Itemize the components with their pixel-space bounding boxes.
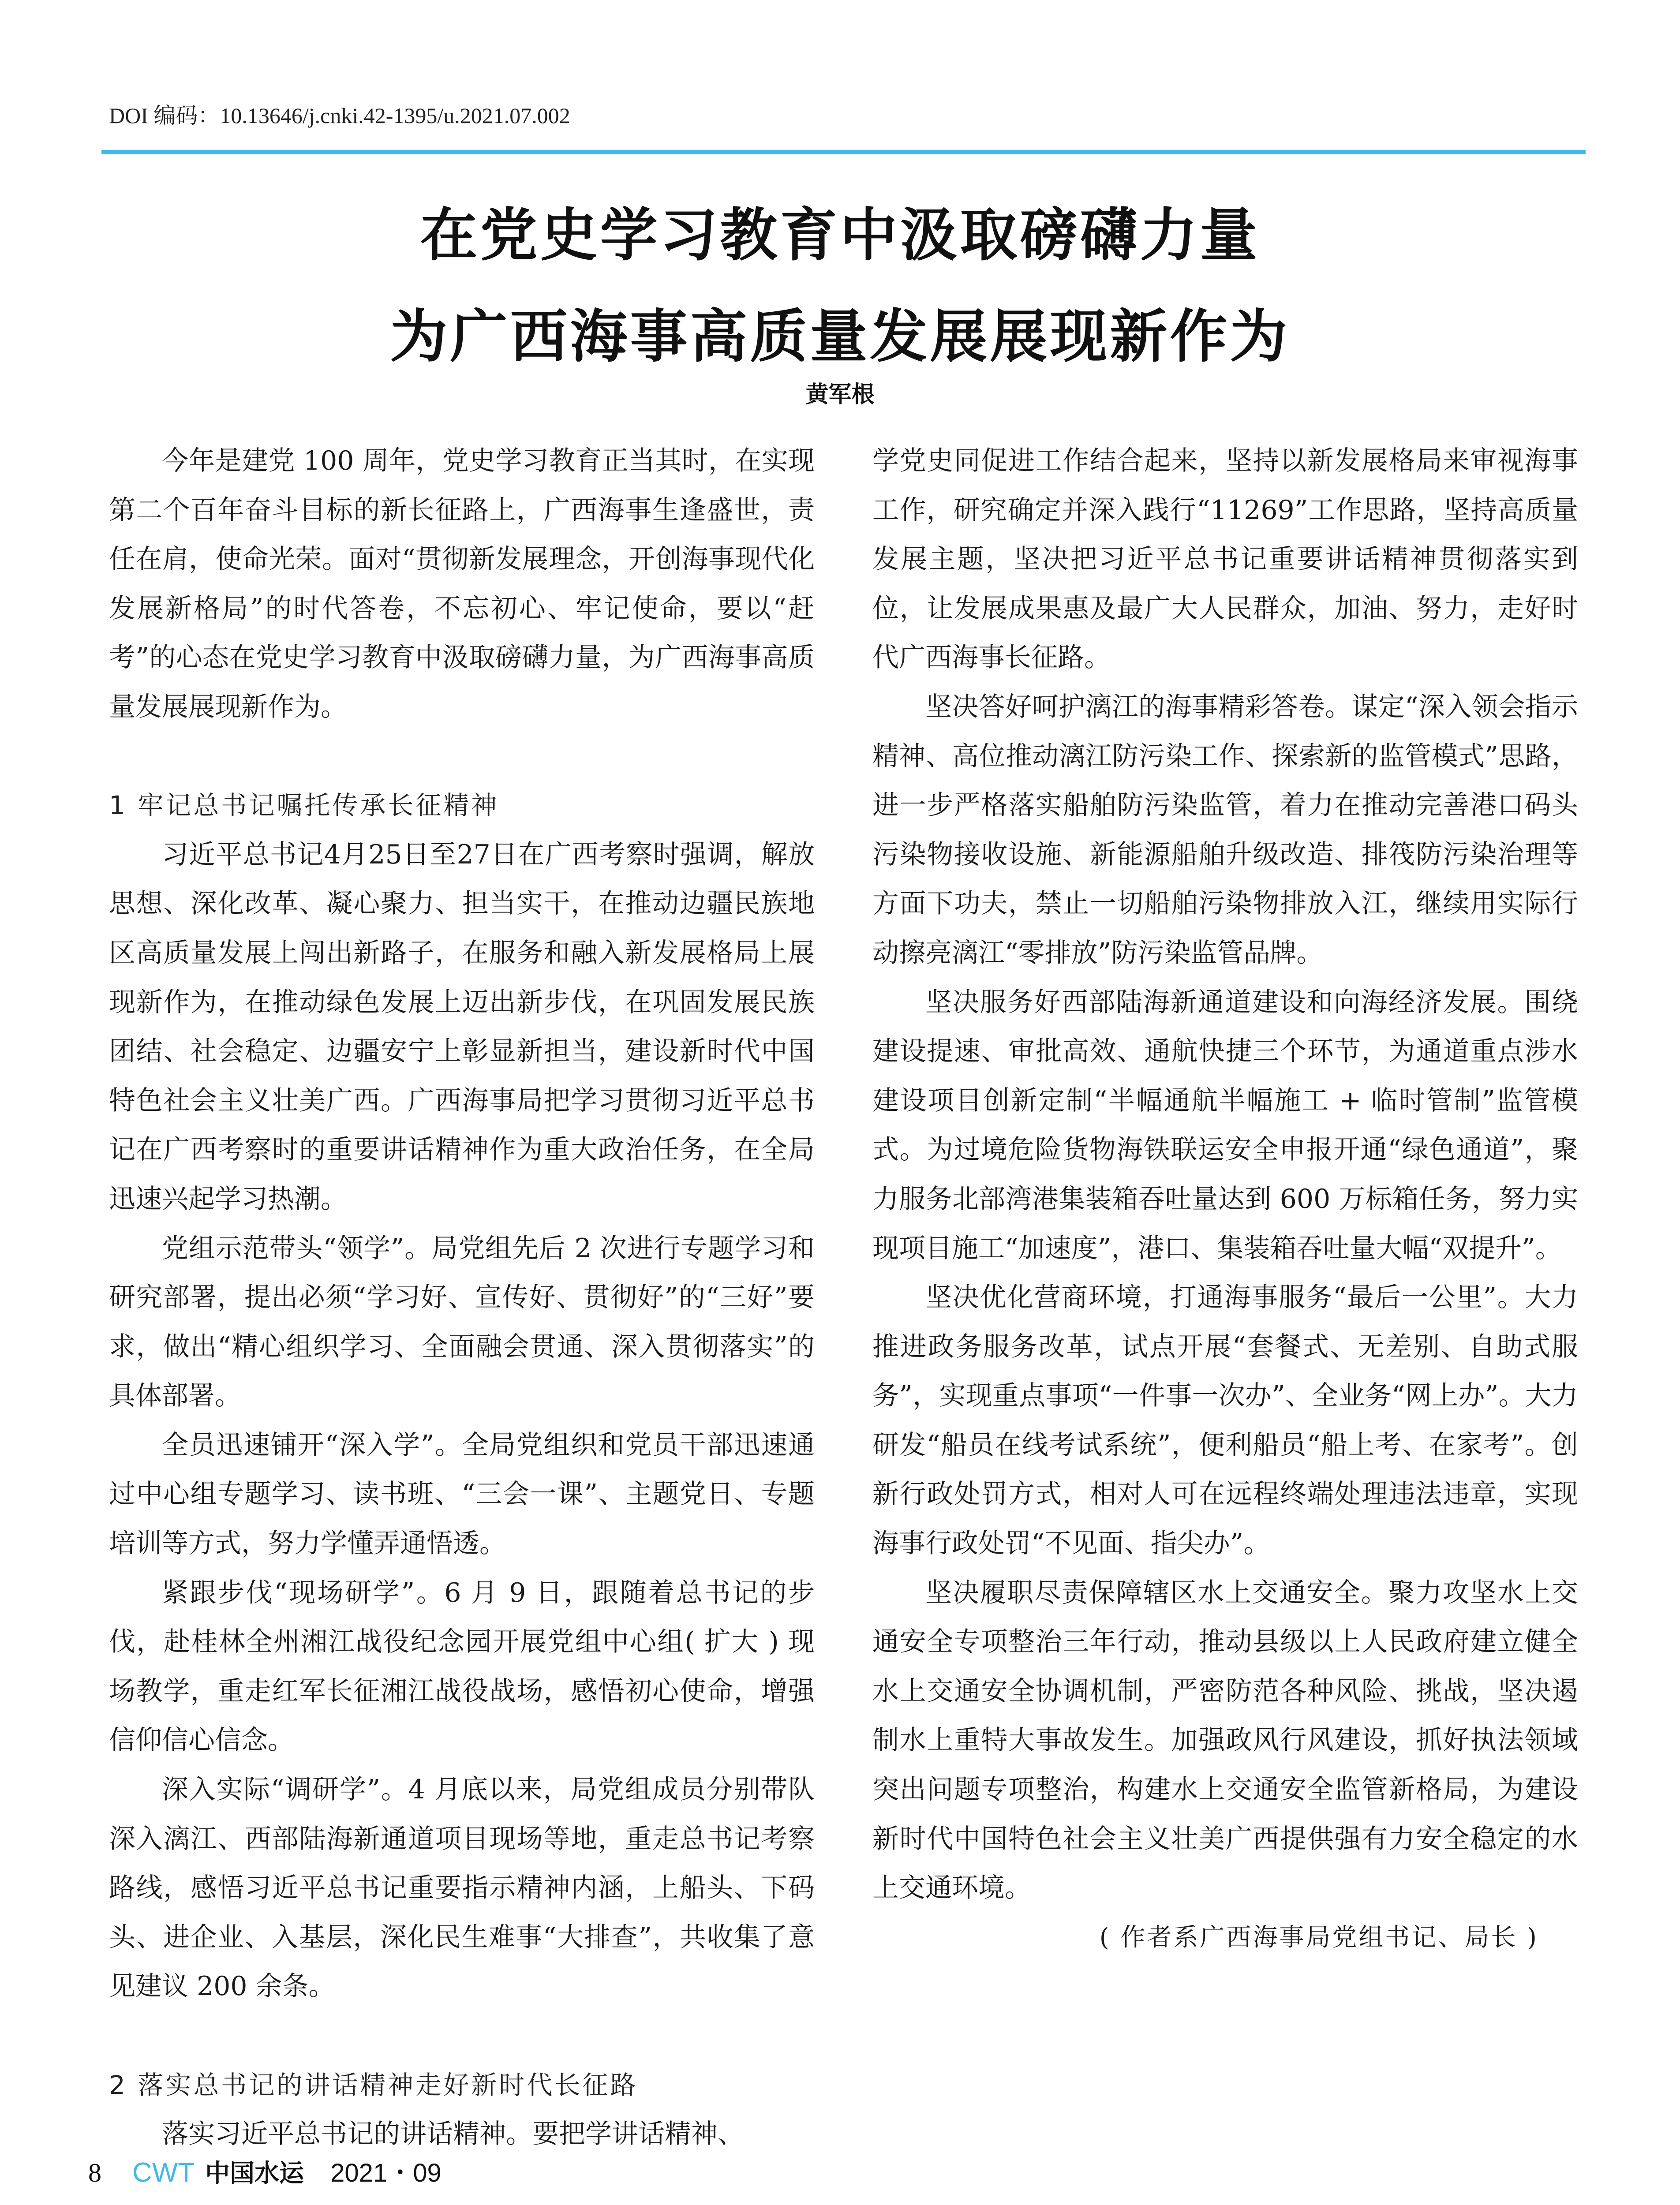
intro-paragraph: 今年是建党 100 周年，党史学习教育正当其时，在实现第二个百年奋斗目标的新长征路上，广西海事生逢盛世，责任在肩，使命光荣。面对“贯彻新发展理念，开创海事现代化发展新格局”的时代答卷，不忘初心、牢记使命，要以“赶考”的心态在党史学习教育中汲取磅礴力量，为广西海事高质量发展展现新作为。 [109,445,815,722]
section-2-paragraph-5: 坚决履职尽责保障辖区水上交通安全。聚力攻坚水上交通安全专项整治三年行动，推动县级以上人民政府建立健全水上交通安全协调机制，严密防范各种风险、挑战，坚决遏制水上重特大事故发生。加强政风行风建设，抓好执法领域突出问题专项整治，构建水上交通安全监管新格局，为建设新时代中国特色社会主义壮美广西提供强有力安全稳定的水上交通环境。 [872,1577,1578,1904]
section-1-paragraph-3: 全员迅速铺开“深入学”。全局党组织和党员干部迅速通过中心组专题学习、读书班、“三会一课”、主题党日、专题培训等方式，努力学懂弄通悟透。 [109,1429,815,1559]
journal-name: 中国水运 [205,2159,304,2188]
page-footer [88,2152,442,2187]
page-number: 8 [88,2158,101,2187]
header-rule [101,150,1586,154]
section-1-heading: 1 牢记总书记嘱托传承长征精神 [109,790,499,821]
section-1-paragraph-2: 党组示范带头“领学”。局党组先后 2 次进行专题学习和研究部署，提出必须“学习好、宣传好、贯彻好”的“三好”要求，做出“精心组织学习、全面融会贯通、深入贯彻落实”的具体部署。 [109,1233,815,1412]
section-2-paragraph-1-start: 落实习近平总书记的讲话精神。要把学讲话精神、 [162,2119,744,2150]
right-column [872,437,1578,1962]
section-1-paragraph-1: 习近平总书记4月25日至27日在广西考察时强调，解放思想、深化改革、凝心聚力、担当实干，在推动边疆民族地区高质量发展上闯出新路子，在服务和融入新发展格局上展现新作为，在推动绿色发展上迈出新步伐，在巩固发展民族团结、社会稳定、边疆安宁上彰显新担当，建设新时代中国特色社会主义壮美广西。广西海事局把学习贯彻习近平总书记在广西考察时的重要讲话精神作为重大政治任务，在全局迅速兴起学习热潮。 [109,839,815,1215]
section-2-paragraph-4: 坚决优化营商环境，打通海事服务“最后一公里”。大力推进政务服务改革，试点开展“套餐式、无差别、自助式服务”，实现重点事项“一件事一次办”、全业务“网上办”。大力研发“船员在线考试系统”，便利船员“船上考、在家考”。创新行政处罚方式，相对人可在远程终端处理违法违章，实现海事行政处罚“不见面、指尖办”。 [872,1282,1578,1559]
journal-brand: CWT [132,2157,195,2188]
section-1-paragraph-4: 紧跟步伐“现场研学”。6 月 9 日，跟随着总书记的步伐，赴桂林全州湘江战役纪念园开展党组中心组( 扩大 ) 现场教学，重走红军长征湘江战役战场，感悟初心使命，增强信仰信心信念。 [109,1577,815,1756]
author-name: 黄军根 [805,381,875,408]
section-2-paragraph-1-continued: 学党史同促进工作结合起来，坚持以新发展格局来审视海事工作，研究确定并深入践行“11269”工作思路，坚持高质量发展主题，坚决把习近平总书记重要讲话精神贯彻落实到位，让发展成果惠及最广大人民群众，加油、努力，走好时代广西海事长征路。 [872,445,1578,673]
section-2-paragraph-2: 坚决答好呵护漓江的海事精彩答卷。谋定“深入领会指示精神、高位推动漓江防污染工作、探索新的监管模式”思路，进一步严格落实船舶防污染监管，着力在推动完善港口码头污染物接收设施、新能源船舶升级改造、排筏防污染治理等方面下功夫，禁止一切船舶污染物排放入江，继续用实际行动擦亮漓江“零排放”防污染监管品牌。 [872,691,1578,968]
issue-number: 2021・09 [330,2159,442,2187]
title-line-2: 为广西海事高质量发展展现新作为 [390,303,1290,370]
section-2-heading: 2 落实总书记的讲话精神走好新时代长征路 [109,2070,638,2100]
spacer [109,2011,815,2061]
section-2-paragraph-3: 坚决服务好西部陆海新通道建设和向海经济发展。围绕建设提速、审批高效、通航快捷三个环节，为通道重点涉水建设项目创新定制“半幅通航半幅施工 + 临时管制”监管模式。为过境危险货物海铁联运安全申报开通“绿色通道”，聚力服务北部湾港集装箱吞吐量达到 600 万标箱任务，努力实现项目施工“加速度”，港口、集装箱吞吐量大幅“双提升”。 [872,987,1578,1264]
article-title [0,184,1680,387]
spacer [109,732,815,781]
author-note: ( 作者系广西海事局党组书记、局长 ) [1099,1923,1538,1952]
title-line-1: 在党史学习教育中汲取磅礴力量 [420,202,1260,269]
section-1-paragraph-5: 深入实际“调研学”。4 月底以来，局党组成员分别带队深入漓江、西部陆海新通道项目现场等地，重走总书记考察路线，感悟习近平总书记重要指示精神内涵，上船头、下码头、进企业、入基层，深化民生难事“大排查”，共收集了意见建议 200 余条。 [109,1774,815,2002]
left-column [109,437,815,2159]
doi-line: DOI 编码：10.13646/j.cnki.42-1395/u.2021.07.002 [109,103,570,128]
